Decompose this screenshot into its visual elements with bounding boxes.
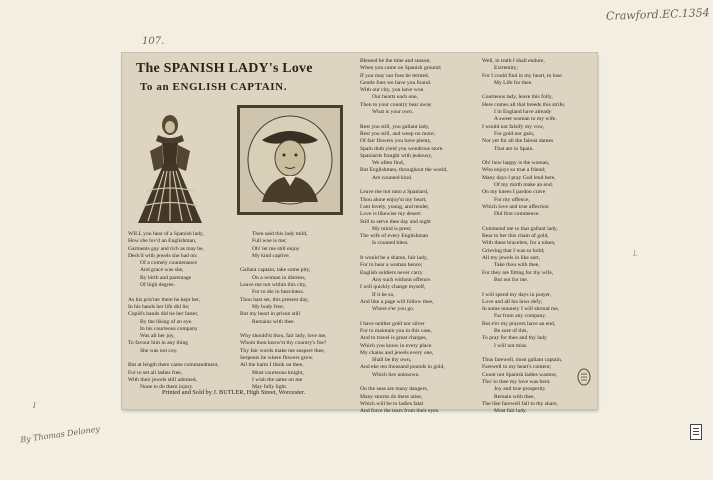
verse-line: It would be a shame, fair lady, (360, 255, 428, 262)
verse-line: In his courteous company (140, 325, 198, 332)
verse-line: Full woe is me; (252, 238, 287, 245)
verse-line: If you may our foes be termed, (360, 72, 430, 79)
verse-line: That are in Spain. (494, 145, 534, 152)
verse-line (360, 248, 470, 255)
verse-line: Rest you still, and weep no more; (360, 130, 436, 137)
verse-line: To favour him in any thing (128, 340, 189, 347)
verse-line: Of a comely countenance (140, 260, 197, 267)
verse-line (482, 153, 592, 160)
verse-line: And to travel is great charges, (360, 335, 427, 342)
verse-line: But at length there came commandment, (128, 362, 219, 369)
ballad-subtitle: To an ENGLISH CAPTAIN. (140, 81, 288, 93)
verse-line: Here comes all that breeds this strife; (482, 101, 566, 108)
verse-line: For to bear a woman hence; (360, 262, 423, 269)
verse-line: Which lies unknown. (372, 371, 420, 378)
verse-line: Count not Spanish ladies wanton, (482, 371, 558, 378)
verse-line: Many days I pray God lend here, (482, 174, 556, 181)
verse-line: Garments gay and rich as may be, (128, 245, 204, 252)
verse-line: When you came on Spanish ground; (360, 65, 442, 72)
verse-line: And force the tears from their eyes. (360, 408, 440, 415)
verse-line: For to die in heaviness. (252, 289, 305, 296)
verse-line: My chains and jewels every one, (360, 349, 434, 356)
verse-line: I would not falsify my vow, (482, 123, 545, 130)
verse-line: Most courteous knight, (252, 369, 304, 376)
verse-line (128, 355, 240, 362)
verse-line: To pray for thee and thy lady (482, 335, 547, 342)
verse-line: And like a page will follow thee, (360, 298, 434, 305)
verse-line: The wife of every Englishman (360, 233, 429, 240)
verse-line: As his pris'ner there he kept her, (128, 296, 201, 303)
verse-line: My kind captive. (252, 252, 291, 259)
verse-line: Then to your country bear away (360, 101, 432, 108)
verse-line: Which you know in every place. (360, 342, 433, 349)
library-stamp-icon (577, 368, 591, 386)
verse-line: On my knees I pardon crave (482, 189, 546, 196)
verse-line: I am lovely, young, and tender, (360, 203, 430, 210)
verse-line: Spaniards fraught with jealousy, (360, 152, 433, 159)
verse-line: Love and all his laws defy; (482, 298, 543, 305)
verse-line: With their jewels still adorned, (128, 376, 197, 383)
verse-line: Any such without offence. (372, 276, 432, 283)
verse-line: Whom thou know'st thy country's foe? (240, 340, 327, 347)
verse-line: Far from any company. (494, 313, 547, 320)
verse-line: WILL you hear of a Spanish lady, (128, 231, 204, 237)
verse-line (360, 313, 470, 320)
verse-line: Blessed be the time and season, (360, 58, 431, 64)
verse-line: By the liking of an eye. (140, 318, 193, 325)
verse-line: On the seas are many dangers, (360, 386, 429, 393)
verse-line: But not for me. (494, 276, 529, 283)
verse-line: All the harm I think on thee, (240, 362, 304, 369)
verse-column-3 (360, 58, 470, 416)
verse-line: For gold nor gain, (494, 130, 535, 137)
verse-line: Gentle foes we have you found. (360, 79, 432, 86)
verse-line: Deck'd with jewels she had on: (128, 252, 198, 259)
verse-line: Our hearts each one, (372, 94, 418, 101)
verse-line: How she lov'd an Englishman, (128, 238, 197, 245)
verse-line (482, 219, 592, 226)
verse-line: Extremity; (494, 65, 518, 72)
verse-line: And grace was she, (140, 267, 184, 274)
verse-line: Be sure of this, (494, 327, 528, 334)
verse-line: Take thou with thee, (494, 262, 540, 269)
document-tag-icon (690, 424, 702, 440)
verse-line: On a woman in distress, (252, 274, 306, 281)
verse-line: Is counted blest. (372, 240, 409, 247)
verse-line: For I could find in my heart, to lose (482, 72, 562, 79)
author-attribution: By Thomas Deloney (19, 424, 101, 445)
verse-line: Still to serve thee day and night (360, 218, 431, 225)
verse-line (482, 87, 592, 94)
verse-line: English soldiers never carry (360, 269, 423, 276)
verse-line: In his hands her life did lie; (128, 303, 190, 310)
verse-line: I have neither gold nor silver (360, 320, 425, 327)
verse-line: Serpents lie where flowers grow. (240, 355, 314, 362)
verse-line (482, 350, 592, 357)
verse-line: I in England have already (494, 109, 552, 116)
verse-line: Commend me to that gallant lady, (482, 225, 558, 232)
verse-line (482, 284, 592, 291)
verse-column-4 (482, 58, 592, 416)
verse-line: Did first commence. (494, 211, 540, 218)
verse-line: Joy and true prosperity (494, 386, 546, 393)
verse-line: Thus farewell, most gallant captain, (482, 357, 563, 364)
verse-line: With these bracelets, for a token, (482, 240, 556, 247)
verse-line: What is your own. (372, 109, 414, 116)
verse-line: Of fair flowers you have plenty, (360, 138, 432, 145)
verse-line: Well, in truth I shall endure, (482, 58, 545, 64)
verse-line (360, 116, 470, 123)
printer-imprint: Printed and Sold by J. BUTLER, High Street, Worcester. (162, 389, 306, 396)
verse-line: Cupid's bands did tie her faster, (128, 311, 199, 318)
verse-line: Love is likewise my desert: (360, 211, 422, 218)
verse-line: Many storms do there arise, (360, 393, 423, 400)
verse-line: Oh! let me still enjoy (252, 245, 300, 252)
verse-line: For they are fitting for thy wife, (482, 269, 554, 276)
verse-column-1 (128, 231, 240, 392)
verse-line: The like farewell fall to thy share, (482, 400, 558, 407)
verse-line: All my jewels in like sort, (482, 255, 541, 262)
verse-line (360, 379, 470, 386)
verse-line: Farewell to my heart's content; (482, 364, 552, 371)
verse-line: In some nunnery I will shroud me, (482, 306, 560, 313)
verse-line: Was all her joy, (140, 333, 175, 340)
verse-line: Of my mirth make an end. (494, 182, 554, 189)
verse-line: But e'er my prayers have an end, (482, 320, 556, 327)
verse-line: I will quickly change myself, (360, 284, 426, 291)
verse-line: Remain with thee, (494, 393, 535, 400)
verse-line: Why should'st thou, fair lady, love me, (240, 333, 327, 340)
verse-line: I will spend my days in prayer, (482, 291, 552, 298)
verse-line: For to maintain you in this case, (360, 327, 432, 334)
verse-line (240, 260, 350, 267)
verse-line: Where e'er you go. (372, 306, 415, 313)
verse-line: My mind is prest; (372, 225, 412, 232)
faint-mark: L (633, 250, 638, 258)
verse-line: Thou hast set, this present day, (240, 296, 309, 303)
verse-line: For to set all ladies free, (128, 369, 183, 376)
captain-portrait-frame (237, 105, 343, 215)
pencil-mark: I (33, 402, 36, 410)
verse-line: Which will be to ladies fatal (360, 400, 424, 407)
verse-line: Are counted kind. (372, 174, 413, 181)
verse-line: A sweet woman to my wife. (494, 116, 557, 123)
verse-line: My Life for thee. (494, 79, 533, 86)
verse-line: For my offence, (494, 196, 530, 203)
verse-line: My body free; (252, 303, 285, 310)
verse-line: Remains with thee. (252, 318, 296, 325)
english-captain-portrait (244, 112, 336, 208)
verse-line: And eke ten thousand pounds in gold, (360, 364, 445, 371)
verse-line: Grieving that I was so bold; (482, 247, 545, 254)
verse-line: I wish the same on me (252, 376, 303, 383)
verse-line: Tho' to thee my love was bent. (482, 379, 551, 386)
verse-line: Courteous lady, leave this folly, (482, 94, 553, 101)
verse-line: But Englishmen, throughout the world, (360, 167, 448, 174)
verse-line: Thou alone enjoy'st my heart; (360, 196, 427, 203)
verse-line (128, 289, 240, 296)
verse-line: Rest you still, you gallant lady, (360, 123, 430, 130)
verse-line: I will not miss. (494, 342, 528, 349)
folio-number: 107. (142, 36, 165, 47)
verse-line: Oh! how happy is the woman, (482, 160, 550, 167)
verse-line (360, 182, 470, 189)
verse-line: Of high degree. (140, 282, 175, 289)
verse-line: But my heart in prison still (240, 311, 301, 318)
spanish-lady-woodcut (132, 111, 210, 225)
verse-line (240, 326, 350, 333)
verse-line: Then said this lady mild, (252, 231, 308, 237)
verse-line: Which love and true affection (482, 203, 549, 210)
ballad-title: The SPANISH LADY's Love (136, 61, 313, 76)
verse-line: She was not coy. (140, 347, 178, 354)
verse-line: Spain doth yield you wondrous store. (360, 145, 444, 152)
verse-line: Who enjoys so true a friend; (482, 167, 546, 174)
verse-line: Nor yet for all the fairest dames (482, 138, 554, 145)
verse-line: We often find, (372, 160, 405, 167)
verse-line: Thy fair words make me suspect thee, (240, 347, 325, 354)
verse-line: Bear to her this chain of gold, (482, 233, 549, 240)
verse-line: By birth and parentage (140, 274, 192, 281)
verse-line: Shall be thy own, (372, 357, 412, 364)
verse-column-2 (240, 231, 350, 392)
verse-line: None to do them injury. (140, 384, 194, 391)
broadside-sheet (122, 53, 597, 415)
verse-line: Most fair lady. (494, 408, 527, 415)
verse-line: With our city, you have won (360, 87, 424, 94)
collection-shelfmark: Crawford.EC.1354 (605, 6, 710, 23)
verse-line: May fully light. (252, 384, 288, 391)
verse-line: Gallant captain, take some pity, (240, 267, 311, 274)
verse-line: Leave me not within this city, (240, 282, 307, 289)
verse-line: Leave me not unto a Spaniard, (360, 189, 429, 196)
verse-line: If it be so, (372, 291, 395, 298)
